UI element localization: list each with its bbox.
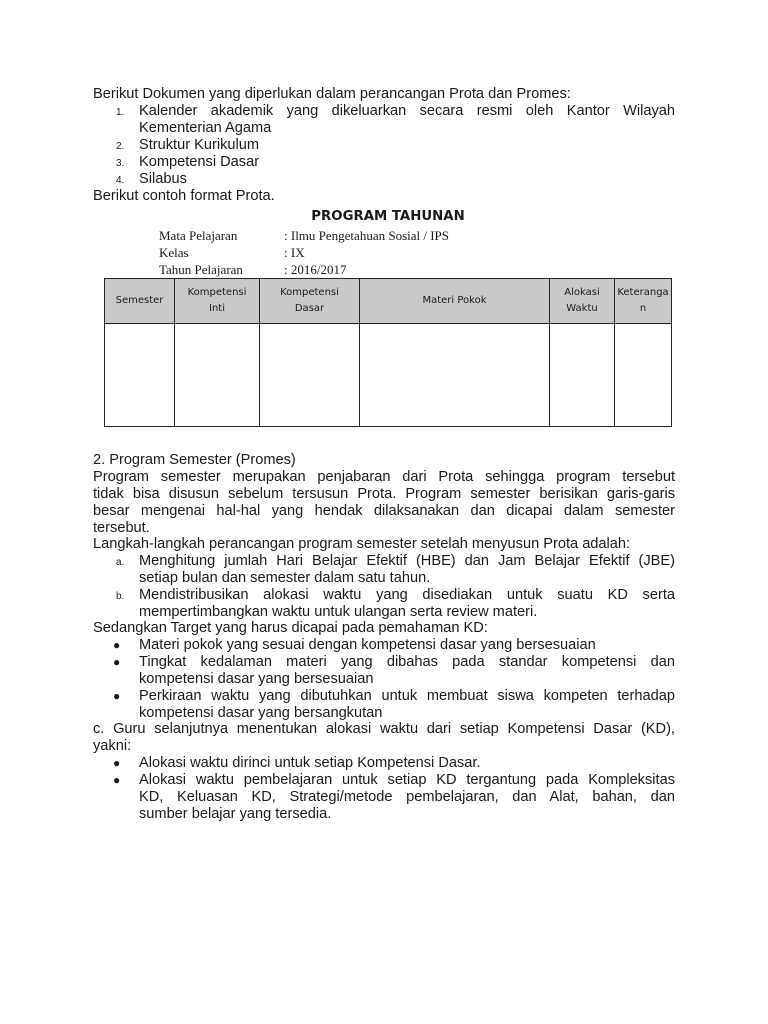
list-number: 1. (116, 107, 125, 118)
prota-table (104, 278, 672, 427)
meta-label: Mata Pelajaran (159, 228, 238, 243)
paragraph-line: Program semester merupakan penjabaran dari Prota sehingga program tersebut (93, 469, 675, 485)
list-item: Perkiraan waktu yang dibutuhkan untuk membuat siswa kompeten terhadap (139, 688, 675, 704)
list-item-continuation: Kementerian Agama (139, 120, 272, 136)
bullet-icon: ● (113, 756, 121, 770)
meta-label: Tahun Pelajaran (159, 262, 243, 277)
bullet-icon: ● (113, 773, 121, 787)
column-header-kompetensi-dasar: Kompetensi Dasar (260, 279, 360, 324)
list-item-continuation: kompetensi dasar yang bersangkutan (139, 705, 383, 721)
bullet-icon: ● (113, 638, 121, 652)
list-letter: b. (116, 591, 125, 602)
column-header-keterangan: Keteranga n (615, 279, 672, 324)
table-cell (615, 324, 672, 427)
table-header-row (105, 279, 672, 324)
list-letter: a. (116, 557, 125, 568)
list-item-continuation: KD, Keluasan KD, Strategi/metode pembelajaran, dan Alat, bahan, dan (139, 789, 675, 805)
list-item: Alokasi waktu dirinci untuk setiap Kompetensi Dasar. (139, 755, 481, 771)
paragraph-line: besar mengenai hal-hal yang hendak dilaksanakan dan dicapai dalam semester (93, 503, 675, 519)
meta-value: : Ilmu Pengetahuan Sosial / IPS (284, 228, 450, 243)
bullet-icon: ● (113, 689, 121, 703)
paragraph-line: yakni: (93, 738, 132, 754)
paragraph-line: tersebut. (93, 520, 150, 536)
paragraph-line: c. Guru selanjutnya menentukan alokasi waktu dari setiap Kompetensi Dasar (KD), (93, 721, 675, 737)
column-header-kompetensi-inti: Kompetensi Inti (175, 279, 260, 324)
column-header-materi-pokok: Materi Pokok (360, 279, 550, 324)
table-cell (260, 324, 360, 427)
list-number: 3. (116, 158, 125, 169)
table-cell (105, 324, 175, 427)
format-intro: Berikut contoh format Prota. (93, 188, 275, 204)
bullet-icon: ● (113, 655, 121, 669)
list-item: Menghitung jumlah Hari Belajar Efektif (HBE) dan Jam Belajar Efektif (JBE) (139, 553, 675, 569)
list-item: Materi pokok yang sesuai dengan kompetensi dasar yang bersesuaian (139, 637, 596, 653)
table-cell (360, 324, 550, 427)
section-heading: 2. Program Semester (Promes) (93, 452, 296, 468)
list-number: 4. (116, 175, 125, 186)
list-number: 2. (116, 141, 125, 152)
intro-text: Berikut Dokumen yang diperlukan dalam perancangan Prota dan Promes: (93, 86, 571, 102)
steps-intro: Langkah-langkah perancangan program semester setelah menyusun Prota adalah: (93, 536, 631, 552)
list-item: Tingkat kedalaman materi yang dibahas pada standar kompetensi dan (139, 654, 675, 670)
list-item-continuation: sumber belajar yang tersedia. (139, 806, 332, 822)
column-header-alokasi-waktu: Alokasi Waktu (550, 279, 615, 324)
meta-value: : IX (284, 245, 305, 260)
list-item-continuation: mempertimbangkan waktu untuk ulangan serta review materi. (139, 604, 538, 620)
list-item: Kalender akademik yang dikeluarkan secara resmi oleh Kantor Wilayah (139, 103, 675, 119)
list-item: Alokasi waktu pembelajaran untuk setiap KD tergantung pada Kompleksitas (139, 772, 675, 788)
table-row (105, 324, 672, 427)
paragraph-line: tidak bisa disusun sebelum tersusun Prota. Program semester berisikan garis-garis (93, 486, 675, 502)
column-header-semester: Semester (105, 279, 175, 324)
list-item-continuation: kompetensi dasar yang bersesuaian (139, 671, 374, 687)
list-item: Mendistribusikan alokasi waktu yang disediakan untuk suatu KD serta (139, 587, 675, 603)
list-item: Kompetensi Dasar (139, 154, 260, 170)
list-item: Silabus (139, 171, 187, 187)
table-cell (550, 324, 615, 427)
targets-intro: Sedangkan Target yang harus dicapai pada pemahaman KD: (93, 620, 488, 636)
list-item-continuation: setiap bulan dan semester dalam satu tahun. (139, 570, 431, 586)
table-cell (175, 324, 260, 427)
meta-label: Kelas (159, 245, 189, 260)
meta-value: : 2016/2017 (284, 262, 347, 277)
list-item: Struktur Kurikulum (139, 137, 260, 153)
prota-title: PROGRAM TAHUNAN (311, 209, 465, 224)
